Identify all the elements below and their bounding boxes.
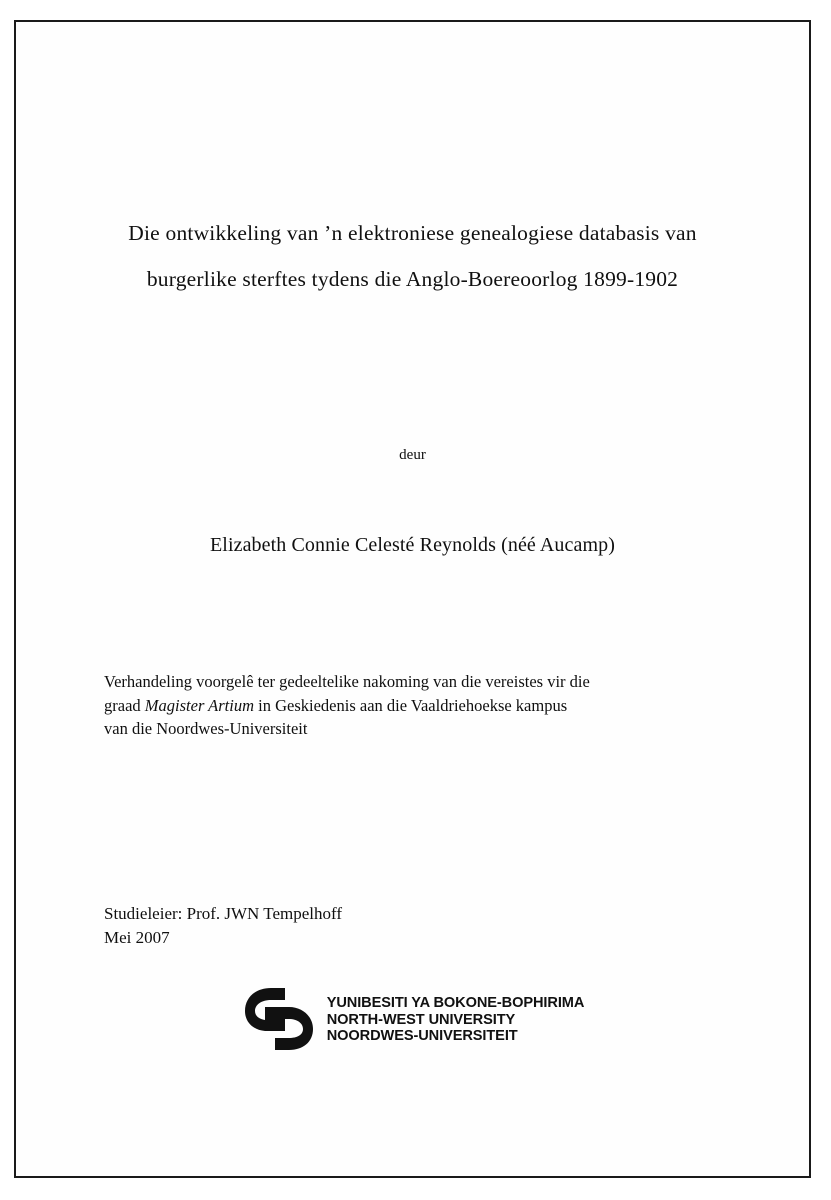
title-line-1: Die ontwikkeling van ’n elektroniese genealogiese databasis van [128,221,697,245]
submission-line-1: Verhandeling voorgelê ter gedeeltelike nakoming van die vereistes vir die [104,672,590,691]
submission-line-3: van die Noordwes-Universiteit [104,719,308,738]
logo-text-line-2: NORTH-WEST UNIVERSITY [326,1011,516,1028]
north-west-university-logo-mark [241,984,319,1054]
page-content [16,22,809,1176]
page-border [14,20,811,1178]
by-label: deur [399,447,426,463]
supervisor-block [104,902,342,950]
title-line-2: burgerlike sterftes tydens die Anglo-Boereoorlog 1899-1902 [146,267,679,291]
logo-text-line-1: YUNIBESITI YA BOKONE-BOPHIRIMA [326,994,585,1011]
logo-text-line-3: NOORDWES-UNIVERSITEIT [326,1028,518,1045]
author-name: Elizabeth Connie Celesté Reynolds (néé Aucamp) [209,534,616,556]
degree-name: Magister Artium [144,695,255,715]
submission-statement [104,670,721,741]
page-title [104,210,721,302]
date-line: Mei 2007 [104,928,170,947]
submission-line-2-post: in Geskiedenis aan die Vaaldriehoekse kampus [254,695,568,715]
supervisor-line: Studieleier: Prof. JWN Tempelhoff [104,904,343,923]
submission-line-2 [104,694,721,718]
university-logo [16,984,809,1054]
submission-line-2-pre: graad [104,695,145,715]
logo-text [327,993,585,1045]
